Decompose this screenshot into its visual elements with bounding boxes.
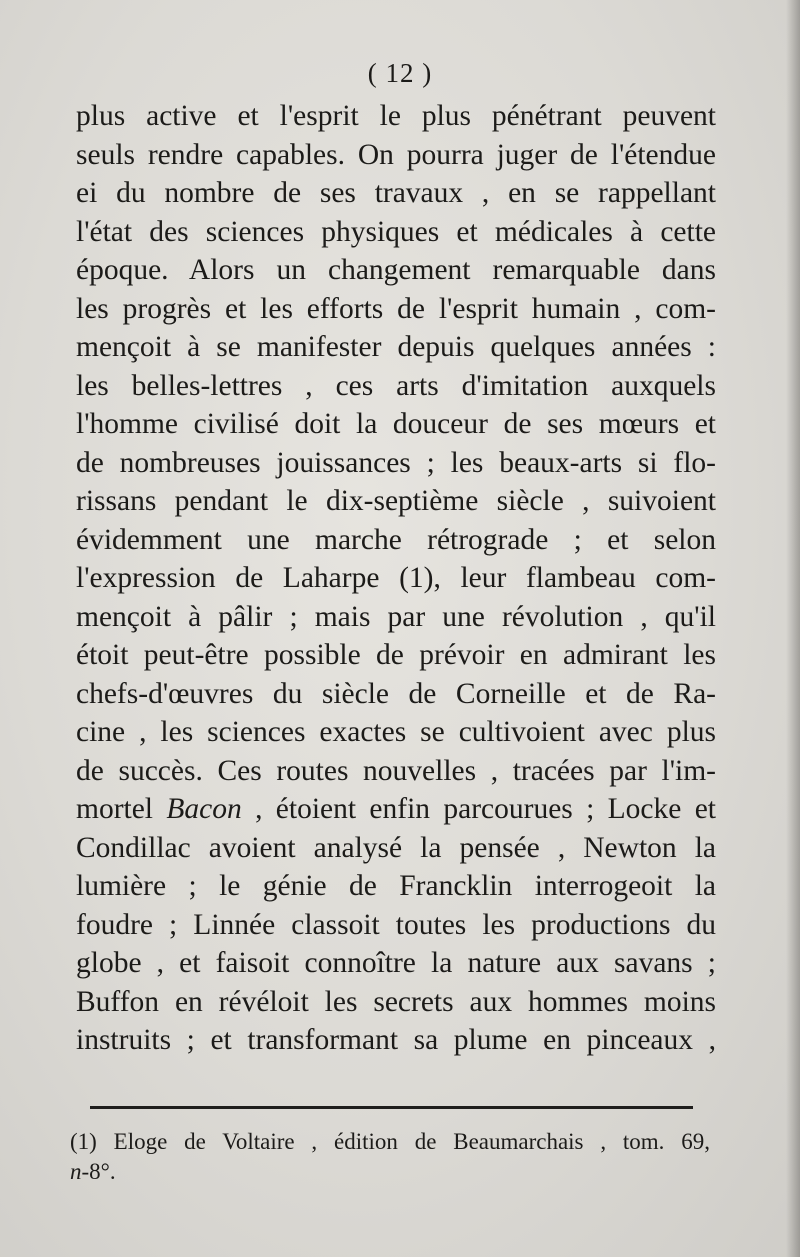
italic-name-bacon: Bacon	[166, 793, 242, 825]
footnote-italic: n	[70, 1159, 82, 1184]
text-line: rissans pendant le dix-septième siècle , suivoient	[76, 485, 716, 517]
text-line: chefs-d'œuvres du siècle de Corneille et de Ra-	[76, 677, 716, 710]
footnote-line	[70, 1157, 710, 1187]
footnote	[70, 1127, 710, 1187]
text-line: plus active et l'esprit le plus pénétrant peuvent	[76, 100, 716, 132]
text-line: l'expression de Laharpe (1), leur flambeau com-	[76, 562, 716, 594]
footnote-line: (1) Eloge de Voltaire , édition de Beaumarchais , tom. 69,	[70, 1129, 710, 1154]
text-line: l'homme civilisé doit la douceur de ses mœurs et	[76, 408, 716, 440]
text-line: Buffon en révéloit les secrets aux hommes moins	[76, 985, 716, 1018]
text-line: époque. Alors un changement remarquable dans	[76, 254, 716, 286]
text-line: les progrès et les efforts de l'esprit humain , com-	[76, 292, 716, 325]
text-line: globe , et faisoit connoître la nature aux savans ;	[76, 947, 716, 979]
text-line: lumière ; le génie de Francklin interrogeoit la	[76, 870, 716, 902]
body-text	[76, 97, 716, 1060]
text-line: de succès. Ces routes nouvelles , tracées par l'im-	[76, 754, 716, 787]
text-line: instruits ; et transformant sa plume en pinceaux ,	[76, 1024, 716, 1056]
text-segment: mortel	[76, 793, 167, 825]
footnote-rule	[90, 1106, 693, 1109]
text-line: mençoit à pâlir ; mais par une révolution , qu'il	[76, 600, 716, 633]
text-line: de nombreuses jouissances ; les beaux-arts si flo-	[76, 446, 716, 479]
text-line: mençoit à se manifester depuis quelques années :	[76, 331, 716, 363]
text-line: ei du nombre de ses travaux , en se rappellant	[76, 177, 716, 209]
text-line-with-italic	[76, 790, 716, 829]
text-line: seuls rendre capables. On pourra juger de l'étendue	[76, 138, 716, 171]
text-line: cine , les sciences exactes se cultivoient avec plus	[76, 716, 716, 748]
text-segment: , étoient enfin parcourues ; Locke et	[241, 793, 716, 825]
text-line: l'état des sciences physiques et médicales à cette	[76, 215, 716, 248]
text-line: Condillac avoient analysé la pensée , Newton la	[76, 831, 716, 864]
text-line: les belles-lettres , ces arts d'imitation auxquels	[76, 369, 716, 402]
text-line: foudre ; Linnée classoit toutes les productions du	[76, 908, 716, 941]
page-number: ( 12 )	[367, 58, 433, 88]
footnote-text: -8°.	[81, 1159, 116, 1184]
page-edge-shadow	[786, 0, 800, 1257]
text-line: évidemment une marche rétrograde ; et selon	[76, 523, 716, 556]
text-line: étoit peut-être possible de prévoir en admirant les	[76, 639, 716, 671]
